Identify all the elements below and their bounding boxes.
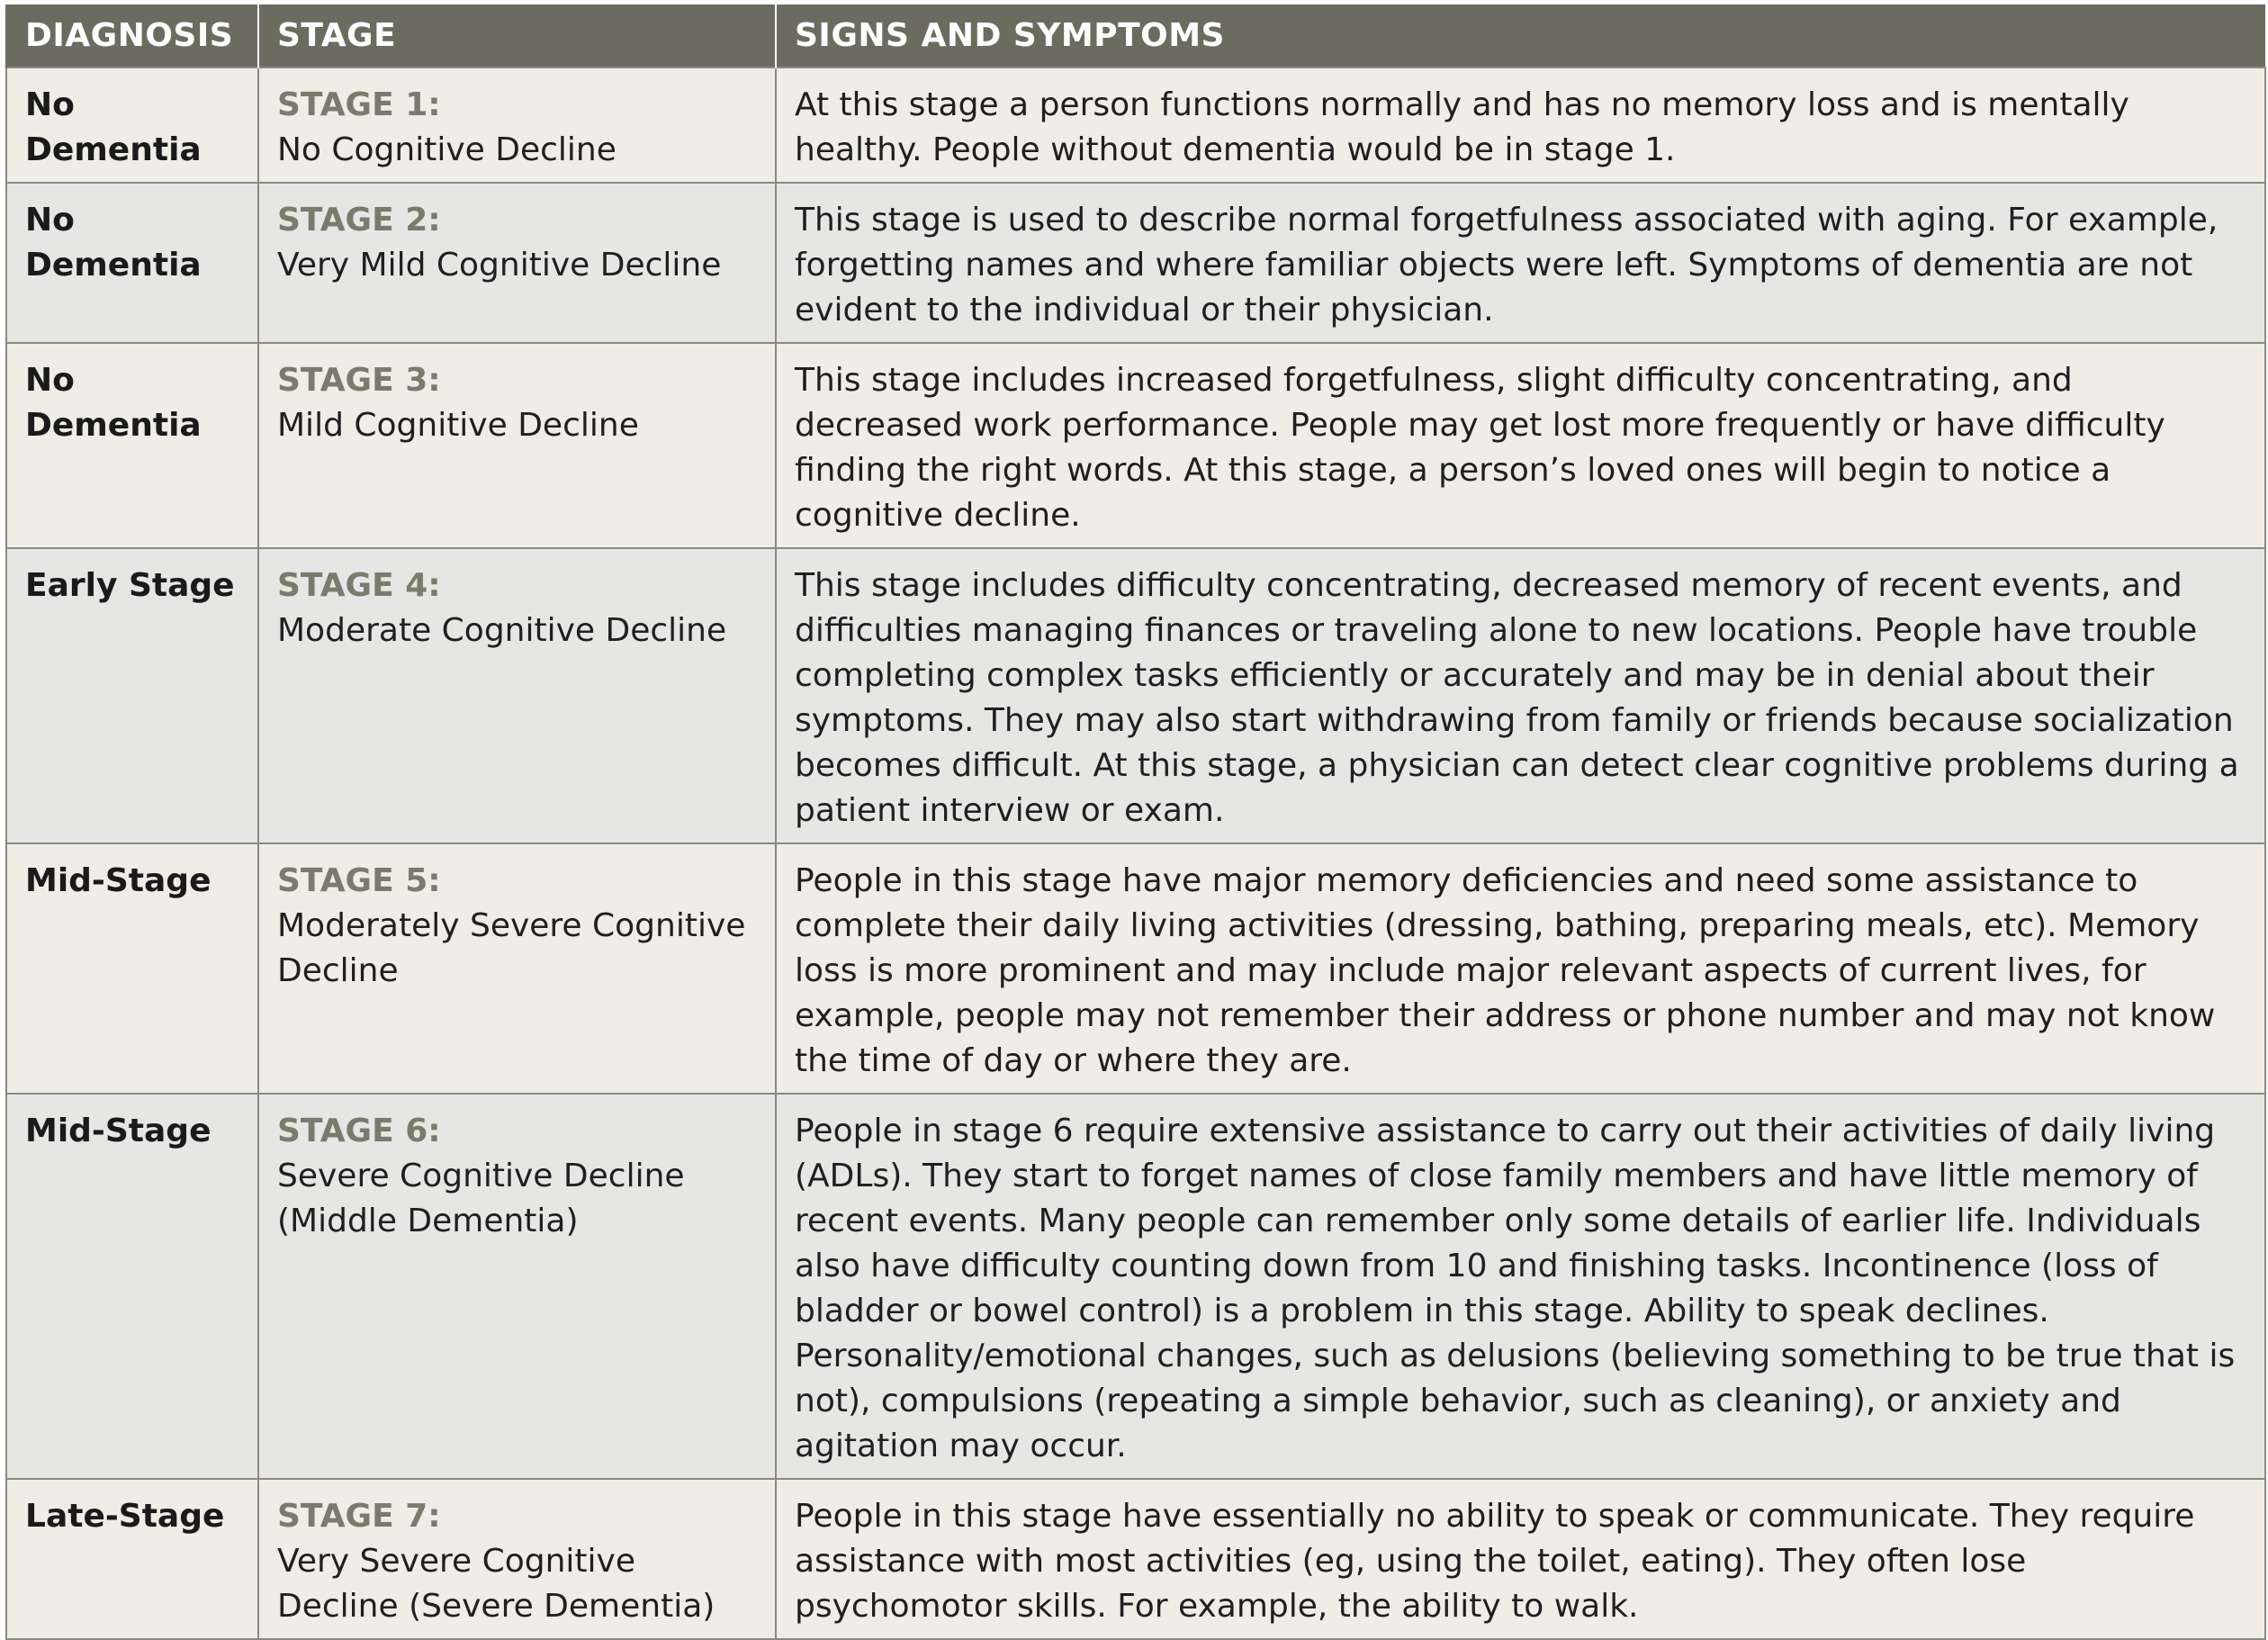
stage-number: STAGE 5: xyxy=(277,862,441,899)
stage-name: No Cognitive Decline xyxy=(277,131,616,168)
stage-number: STAGE 6: xyxy=(277,1113,441,1149)
diagnosis-cell: Mid-Stage xyxy=(6,843,258,1094)
stage-name: Moderate Cognitive Decline xyxy=(277,612,727,649)
dementia-stages-table xyxy=(5,5,2266,1640)
stage-name: Severe Cognitive Decline (Middle Dementia) xyxy=(277,1158,685,1239)
stage-cell xyxy=(258,548,776,843)
stage-cell xyxy=(258,843,776,1094)
signs-cell: People in this stage have major memory deficiencies and need some assistance to complete their daily living activities (dressing, bathing, preparing meals, etc). Memory loss is more prominent and may include major relevant aspects of current lives, for example, people may not remember their address or phone number and may not know the time of day or where they are. xyxy=(776,843,2265,1094)
table-row xyxy=(6,1479,2265,1639)
diagnosis-cell: Early Stage xyxy=(6,548,258,843)
stage-name: Mild Cognitive Decline xyxy=(277,407,639,444)
table-row xyxy=(6,843,2265,1094)
signs-cell: This stage is used to describe normal forgetfulness associated with aging. For example, forgetting names and where familiar objects were left. Symptoms of dementia are not evident to the individual or their physician. xyxy=(776,183,2265,343)
signs-cell: At this stage a person functions normally and has no memory loss and is mentally healthy. People without dementia would be in stage 1. xyxy=(776,68,2265,183)
table-row xyxy=(6,183,2265,343)
header-diagnosis: DIAGNOSIS xyxy=(6,5,258,68)
table-row xyxy=(6,1094,2265,1479)
stage-number: STAGE 2: xyxy=(277,202,441,239)
diagnosis-cell: Late-Stage xyxy=(6,1479,258,1639)
stage-name: Moderately Severe Cognitive Decline xyxy=(277,907,746,989)
header-signs-and-symptoms: SIGNS AND SYMPTOMS xyxy=(776,5,2265,68)
header-stage: STAGE xyxy=(258,5,776,68)
signs-cell: People in stage 6 require extensive assistance to carry out their activities of daily living (ADLs). They start to forget names of close family members and have little memory of recent events. Many people can remember only some details of earlier life. Individuals also have difficulty counting down from 10 and finishing tasks. Incontinence (loss of bladder or bowel control) is a problem in this stage. Ability to speak declines. Personality/emotional changes, such as delusions (believing something to be true that is not), compulsions (repeating a simple behavior, such as cleaning), or anxiety and agitation may occur. xyxy=(776,1094,2265,1479)
diagnosis-cell: No Dementia xyxy=(6,343,258,548)
table-header-row xyxy=(6,5,2265,68)
stage-number: STAGE 3: xyxy=(277,362,441,399)
table-row xyxy=(6,68,2265,183)
signs-cell: This stage includes increased forgetfulness, slight difficulty concentrating, and decreased work performance. People may get lost more frequently or have difficulty finding the right words. At this stage, a person’s loved ones will begin to notice a cognitive decline. xyxy=(776,343,2265,548)
stage-name: Very Severe Cognitive Decline (Severe Dementia) xyxy=(277,1543,716,1625)
signs-cell: This stage includes difficulty concentrating, decreased memory of recent events, and difficulties managing finances or traveling alone to new locations. People have trouble completing complex tasks efficiently or accurately and may be in denial about their symptoms. They may also start withdrawing from family or friends because socialization becomes difficult. At this stage, a physician can detect clear cognitive problems during a patient interview or exam. xyxy=(776,548,2265,843)
stage-cell xyxy=(258,68,776,183)
stage-cell xyxy=(258,1094,776,1479)
stage-name: Very Mild Cognitive Decline xyxy=(277,247,722,284)
diagnosis-cell: Mid-Stage xyxy=(6,1094,258,1479)
diagnosis-cell: No Dementia xyxy=(6,68,258,183)
diagnosis-cell: No Dementia xyxy=(6,183,258,343)
stage-number: STAGE 4: xyxy=(277,567,441,604)
signs-cell: People in this stage have essentially no ability to speak or communicate. They require assistance with most activities (eg, using the toilet, eating). They often lose psychomotor skills. For example, the ability to walk. xyxy=(776,1479,2265,1639)
stage-cell xyxy=(258,1479,776,1639)
stage-cell xyxy=(258,183,776,343)
stage-cell xyxy=(258,343,776,548)
dementia-stages-table-container xyxy=(5,5,2264,1640)
stage-number: STAGE 7: xyxy=(277,1498,441,1535)
table-row xyxy=(6,548,2265,843)
table-row xyxy=(6,343,2265,548)
stage-number: STAGE 1: xyxy=(277,86,441,123)
